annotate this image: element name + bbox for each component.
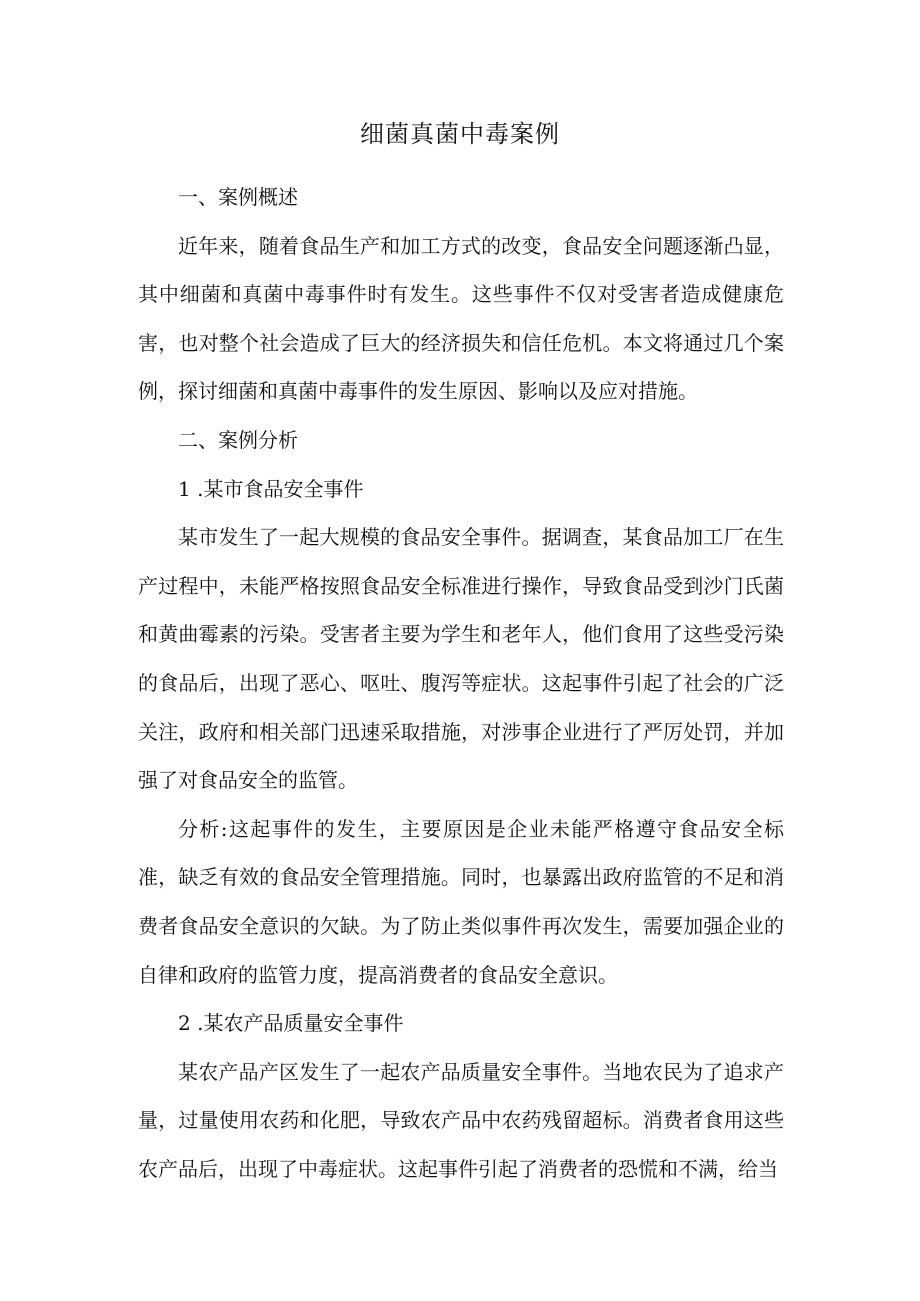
- paragraph-case-1: 某市发生了一起大规模的食品安全事件。据调查，某食品加工厂在生产过程中，未能严格按照食品安全标准进行操作，导致食品受到沙门氏菌和黄曲霉素的污染。受害者主要为学生和老年人，他们食用了这些受污染的食品后，出现了恶心、呕吐、腹泻等症状。这起事件引起了社会的广泛关注，政府和相关部门迅速采取措施，对涉事企业进行了严厉处罚，并加强了对食品安全的监管。: [138, 525, 784, 793]
- section-heading-overview: 一、案例概述: [178, 185, 298, 209]
- paragraph-intro: 近年来，随着食品生产和加工方式的改变，食品安全问题逐渐凸显，其中细菌和真菌中毒事件时有发生。这些事件不仅对受害者造成健康危害，也对整个社会造成了巨大的经济损失和信任危机。本文将通过几个案例，探讨细菌和真菌中毒事件的发生原因、影响以及应对措施。: [138, 233, 784, 404]
- page-title: 细菌真菌中毒案例: [360, 120, 560, 148]
- paragraph-analysis-1: 分析:这起事件的发生，主要原因是企业未能严格遵守食品安全标准，缺乏有效的食品安全管理措施。同时，也暴露出政府监管的不足和消费者食品安全意识的欠缺。为了防止类似事件再次发生，需要加强企业的自律和政府的监管力度，提高消费者的食品安全意识。: [138, 816, 784, 987]
- paragraph-case-2: 某农产品产区发生了一起农产品质量安全事件。当地农民为了追求产量，过量使用农药和化肥，导致农产品中农药残留超标。消费者食用这些农产品后，出现了中毒症状。这起事件引起了消费者的恐慌和不满，给当: [138, 1059, 784, 1181]
- case-heading-1: 1 .某市食品安全事件: [178, 476, 364, 501]
- case-heading-2: 2 .某农产品质量安全事件: [178, 1011, 404, 1036]
- document-body: [138, 173, 784, 1193]
- section-heading-analysis: 二、案例分析: [178, 427, 298, 452]
